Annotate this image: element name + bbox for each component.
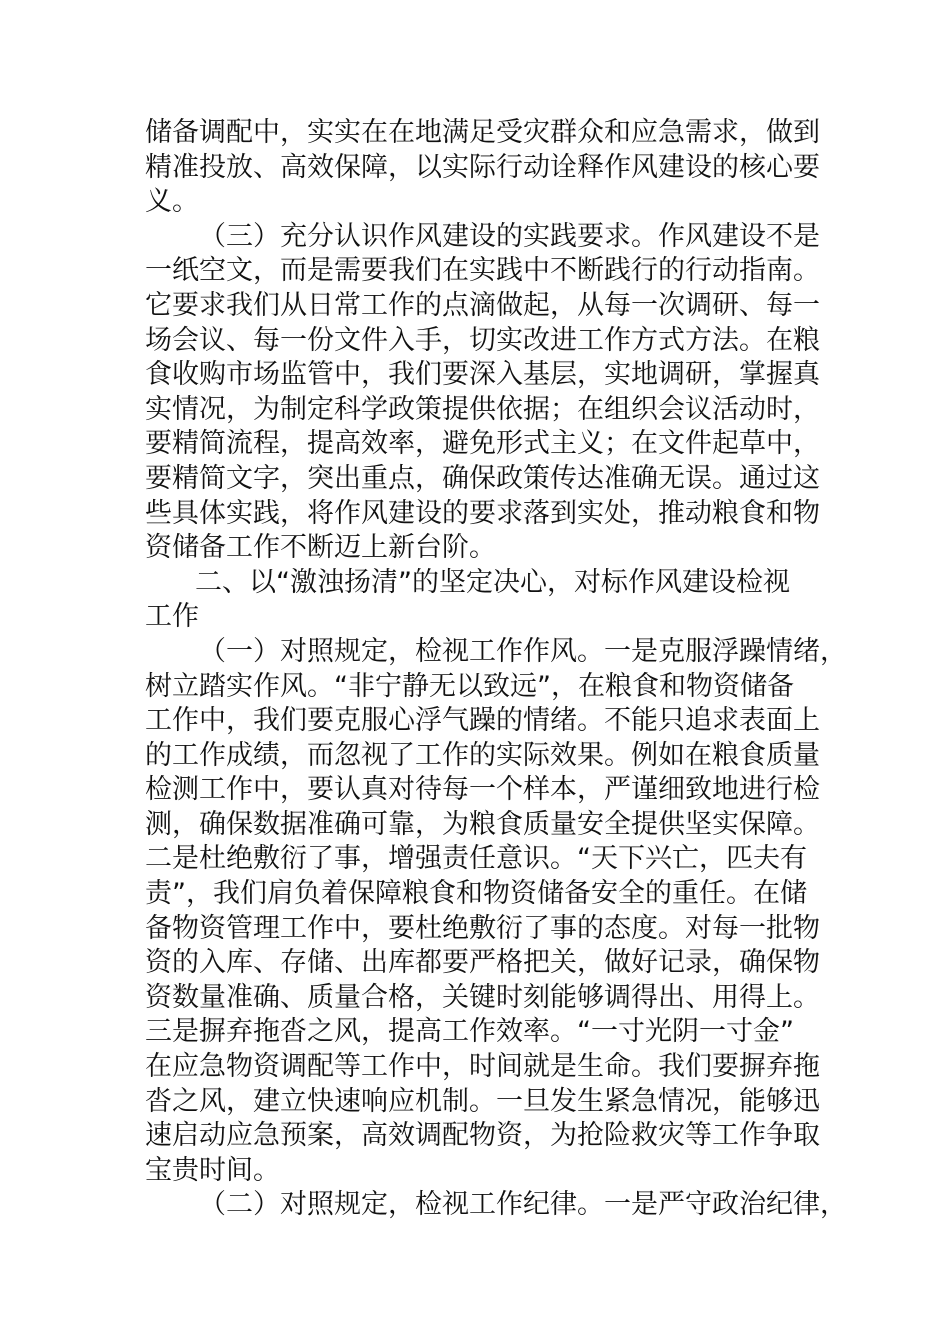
text-line: 义。 <box>145 186 199 218</box>
text-line: 要精简流程，提高效率，避免形式主义；在文件起草中， <box>145 428 820 460</box>
text-line: 宝贵时间。 <box>145 1154 280 1186</box>
text-line: 沓之风，建立快速响应机制。一旦发生紧急情况，能够迅 <box>145 1085 820 1117</box>
text-line: 食收购市场监管中，我们要深入基层，实地调研，掌握真 <box>145 359 820 391</box>
document-body <box>145 116 845 1223</box>
text-line: 资数量准确、质量合格，关键时刻能够调得出、用得上。 <box>145 981 820 1013</box>
subsection-heading-1: （一）对照规定，检视工作作风。一是克服浮躁情绪， <box>199 635 847 667</box>
text-line: 测，确保数据准确可靠，为粮食质量安全提供坚实保障。 <box>145 808 820 840</box>
text-line: 二是杜绝敷衍了事，增强责任意识。“天下兴亡，匹夫有 <box>145 843 807 875</box>
section-heading-2: 二、以“激浊扬清”的坚定决心，对标作风建设检视 <box>195 566 790 598</box>
text-line: 实情况，为制定科学政策提供依据；在组织会议活动时， <box>145 393 820 425</box>
text-line: 工作中，我们要克服心浮气躁的情绪。不能只追求表面上 <box>145 705 820 737</box>
text-line: 检测工作中，要认真对待每一个样本，严谨细致地进行检 <box>145 774 820 806</box>
text-line: 备物资管理工作中，要杜绝敷衍了事的态度。对每一批物 <box>145 912 820 944</box>
text-line: 它要求我们从日常工作的点滴做起，从每一次调研、每一 <box>145 289 820 321</box>
text-line: 储备调配中，实实在在地满足受灾群众和应急需求，做到 <box>145 117 820 148</box>
subsection-heading-3: （三）充分认识作风建设的实践要求。作风建设不是 <box>199 220 820 252</box>
text-line: 场会议、每一份文件入手，切实改进工作方式方法。在粮 <box>145 324 820 356</box>
text-line: 资储备工作不断迈上新台阶。 <box>145 532 496 564</box>
text-line: 在应急物资调配等工作中，时间就是生命。我们要摒弃拖 <box>145 1051 820 1083</box>
text-line: 的工作成绩，而忽视了工作的实际效果。例如在粮食质量 <box>145 739 820 771</box>
text-line: 资的入库、存储、出库都要严格把关，做好记录，确保物 <box>145 947 820 979</box>
section-heading-2-continued: 工作 <box>145 601 199 633</box>
text-line: 一纸空文，而是需要我们在实践中不断践行的行动指南。 <box>145 255 820 287</box>
text-line: 三是摒弃拖沓之风，提高工作效率。“一寸光阴一寸金” <box>145 1016 794 1048</box>
text-line: 速启动应急预案，高效调配物资，为抢险救灾等工作争取 <box>145 1120 820 1152</box>
text-line: 精准投放、高效保障，以实际行动诠释作风建设的核心要 <box>145 151 820 183</box>
text-line: 树立踏实作风。“非宁静无以致远”，在粮食和物资储备 <box>145 670 794 702</box>
subsection-heading-2: （二）对照规定，检视工作纪律。一是严守政治纪律， <box>199 1189 847 1221</box>
text-line: 些具体实践，将作风建设的要求落到实处，推动粮食和物 <box>145 497 820 529</box>
text-line: 要精简文字，突出重点，确保政策传达准确无误。通过这 <box>145 462 820 494</box>
text-line: 责”，我们肩负着保障粮食和物资储备安全的重任。在储 <box>145 878 807 910</box>
